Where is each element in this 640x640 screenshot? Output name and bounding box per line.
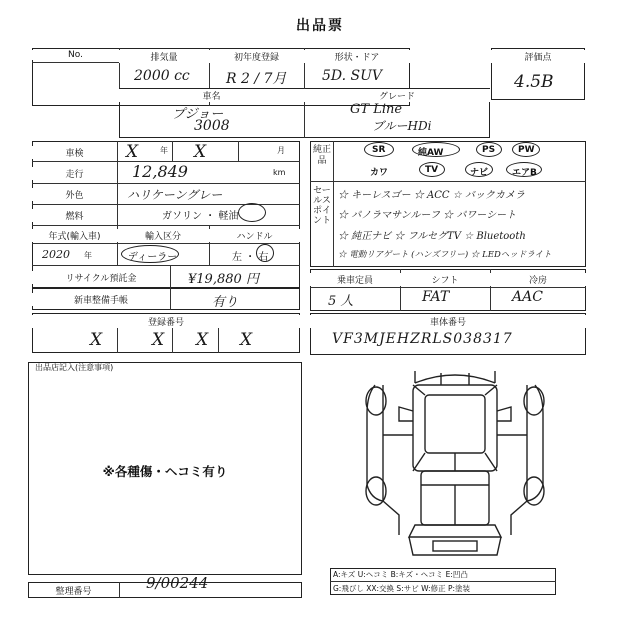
genuine-parts-label: 純正品 [313, 145, 332, 166]
inspection-year-value: X [126, 142, 139, 162]
air-conditioning-label: 冷房 [490, 273, 586, 286]
inspection-month-unit: 月 [277, 146, 285, 155]
sales-point-3: ☆ 純正ナビ ☆ フルセグTV ☆ Bluetooth [338, 231, 526, 242]
equip-leather: カワ [370, 168, 389, 178]
import-dealer-circle [121, 245, 179, 263]
displacement-label: 排気量 [119, 50, 209, 63]
air-conditioning-value: AAC [512, 289, 543, 305]
grade-line2: ブルーHDi [372, 119, 432, 133]
registration-number-label: 登録番号 [32, 315, 300, 328]
handle-value: 左 ・ 右 [232, 252, 269, 263]
inspection-label: 車検 [32, 146, 117, 159]
equip-power-window-circle [512, 142, 540, 157]
fuel-diesel-circle [238, 203, 266, 222]
handle-label: ハンドル [209, 229, 300, 242]
equip-tv: TV [425, 165, 439, 175]
registration-number-2: X [152, 330, 165, 350]
first-registration-value: R 2 / 7月 [226, 71, 287, 87]
vehicle-name-line1: プジョー [172, 107, 224, 122]
mileage-unit: km [273, 168, 286, 177]
model-year-value: 2020 [42, 248, 70, 261]
year-import-label: 年式(輸入車) [32, 229, 117, 242]
equip-power-window: PW [518, 145, 535, 155]
grade-label: グレード [304, 89, 490, 102]
fuel-value: ガソリン ・ 軽油 [162, 211, 239, 222]
fuel-label: 燃料 [32, 209, 117, 222]
shift-label: シフト [400, 273, 490, 286]
shape-door-value: 5D. SUV [322, 68, 383, 84]
equip-navigation-circle [465, 162, 493, 177]
equip-power-steering: PS [482, 145, 496, 155]
vin-label: 車体番号 [310, 315, 586, 328]
shift-value: FAT [422, 289, 450, 305]
damage-legend-line1: A:キズ U:ヘコミ B:キズ・ヘコミ E:凹凸 [333, 570, 468, 579]
equip-tv-circle [419, 162, 445, 177]
recycle-deposit-value: ¥19,880 円 [188, 272, 259, 287]
displacement-value: 2000 cc [134, 68, 190, 84]
car-damage-diagram [355, 365, 555, 565]
recycle-deposit-label: リサイクル預託金 [32, 271, 170, 284]
exterior-color-value: ハリケーングレー [127, 188, 223, 202]
registration-number-3: X [196, 330, 209, 350]
registration-number-4: X [240, 330, 253, 350]
registration-number-1: X [90, 330, 103, 350]
vehicle-name-label: 車名 [119, 89, 304, 102]
first-registration-label: 初年度登録 [209, 50, 304, 63]
maintenance-manual-label: 新車整備手帳 [32, 293, 170, 306]
vin-value: VF3MJEHZRLS038317 [332, 331, 513, 347]
sales-point-1: ☆ キーレスゴー ☆ ACC ☆ バックカメラ [338, 190, 525, 201]
rating-value: 4.5B [514, 72, 554, 92]
sales-point-label: セールスポイント [313, 186, 332, 226]
equip-power-steering-circle [476, 142, 502, 157]
model-year-unit: 年 [84, 251, 92, 260]
reference-number-label: 整理番号 [55, 587, 92, 597]
mileage-value: 12,849 [132, 162, 188, 181]
handle-right-circle [256, 244, 274, 262]
exterior-color-label: 外色 [32, 188, 117, 201]
inspection-year-unit: 年 [160, 146, 168, 155]
maintenance-manual-value: 有り [212, 295, 239, 310]
shape-door-label: 形状・ドア [304, 50, 410, 63]
sales-point-2: ☆ パノラマサンルーフ ☆ パワーシート [338, 210, 517, 221]
import-class-label: 輸入区分 [117, 229, 209, 242]
sales-point-4: ☆ 電動リアゲート (ハンズフリー) ☆ LEDヘッドライト [338, 250, 552, 260]
equip-sunroof-circle [364, 142, 394, 157]
capacity-label: 乗車定員 [310, 273, 400, 286]
equip-airbag: エアB [512, 168, 537, 178]
equip-alloy-wheel-circle [412, 142, 460, 157]
equip-sunroof: SR [372, 145, 386, 155]
reference-number-value: 9/00244 [146, 574, 209, 592]
vehicle-name-line2: 3008 [194, 118, 230, 134]
mileage-label: 走行 [32, 167, 117, 180]
equip-airbag-circle [506, 162, 542, 177]
inspection-month-value: X [194, 142, 207, 162]
damage-legend-line2: G:飛びし XX:交換 S:サビ W:修正 P:塗装 [333, 584, 471, 593]
equip-alloy-wheel: 純AW [418, 148, 444, 158]
rating-label: 評価点 [491, 50, 585, 63]
remarks-label: 出品店記入(注意事項) [35, 363, 114, 372]
page-title: 出品票 [296, 18, 344, 34]
no-label: No. [32, 50, 119, 60]
import-class-value: ディーラー [128, 252, 178, 263]
capacity-value: 5 人 [328, 294, 354, 309]
grade-line1: GT Line [350, 102, 403, 117]
remarks-text: ※各種傷・ヘコミ有り [102, 464, 228, 479]
equip-navigation: ナビ [470, 168, 489, 178]
